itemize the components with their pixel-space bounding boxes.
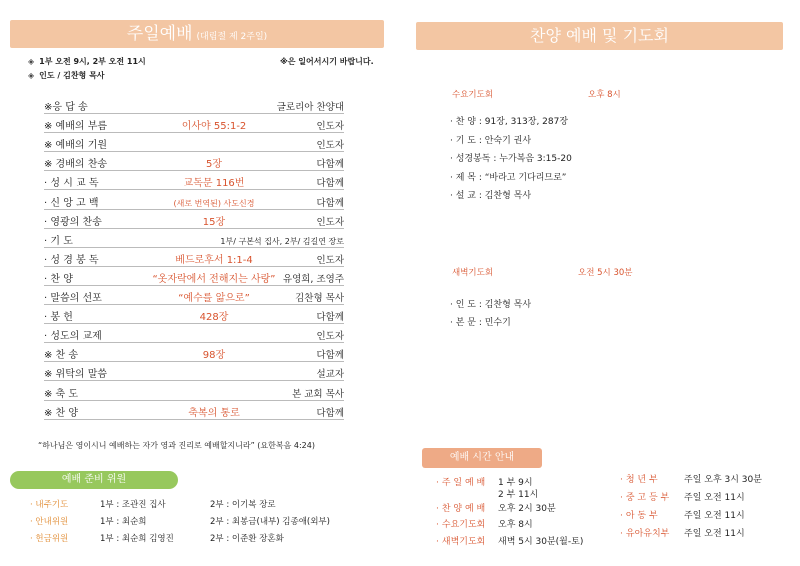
schedule-time: 1 부 9시 — [498, 478, 533, 488]
order-item-leader: 다함께 — [316, 312, 344, 324]
sunday-service-banner — [10, 20, 384, 48]
bullet-icon: · — [620, 511, 623, 521]
prep-first-service: 1부 : 조관진 집사 — [100, 500, 166, 510]
schedule-item — [620, 509, 790, 523]
order-row — [44, 329, 344, 345]
order-item-name: · 신 앙 고 백 — [44, 197, 99, 209]
schedule-name: 아 동 부 — [625, 511, 658, 521]
bullet-icon: · — [620, 529, 623, 539]
order-row — [44, 100, 344, 116]
schedule-item — [436, 488, 606, 502]
bullet-icon: · — [436, 520, 439, 530]
wednesday-detail-line: · 찬 양 : 91장, 313장, 287장 — [450, 117, 569, 127]
order-row-divider — [44, 151, 344, 152]
order-item-leader: 다함께 — [316, 159, 344, 171]
order-item-name: ※응 답 송 — [44, 102, 88, 113]
order-row — [44, 253, 344, 269]
sunday-service-subtitle: (대림절 제 2주일) — [196, 32, 268, 42]
order-item-name: · 성 경 봉 독 — [44, 254, 99, 266]
schedule-time: 주일 오전 11시 — [684, 511, 745, 521]
order-row-divider — [44, 380, 344, 381]
order-row-divider — [44, 247, 344, 248]
order-item-name: ※ 위탁의 말씀 — [44, 369, 108, 381]
service-times — [28, 56, 146, 67]
schedule-item — [436, 535, 606, 549]
prep-second-service: 2부 : 이준환 장혼화 — [210, 534, 284, 544]
order-row — [44, 348, 344, 364]
schedule-time: 오후 8시 — [498, 520, 533, 530]
order-row-divider — [44, 189, 344, 190]
order-row — [44, 176, 344, 192]
order-item-name: ※ 축 도 — [44, 388, 79, 400]
order-row — [44, 367, 344, 383]
scripture-verse: “하나님은 영이시니 예배하는 자가 영과 진리로 예배할지니라” (요한복음 4:24) — [38, 441, 315, 450]
schedule-name: 유아유치부 — [625, 529, 670, 539]
wednesday-detail-line: · 제 목 : “바라고 기다리므로” — [450, 172, 567, 183]
order-item-name: · 성도의 교제 — [44, 331, 102, 343]
schedule-name: 찬 양 예 배 — [441, 504, 486, 514]
order-item-leader: 다함께 — [316, 197, 344, 209]
prep-first-service: 1부 : 최순희 김영진 — [100, 534, 174, 544]
schedule-item — [620, 491, 790, 505]
schedule-item — [436, 502, 606, 516]
order-row-divider — [44, 361, 344, 362]
schedule-item — [436, 518, 606, 532]
bullet-icon: · — [436, 537, 439, 547]
dawn-prayer-time: 오전 5시 30분 — [578, 268, 633, 278]
order-item-content: 15장 — [202, 216, 226, 228]
sunday-service-title: 주일예배 — [126, 24, 193, 44]
order-item-name: ※ 경배의 찬송 — [44, 159, 108, 171]
order-row — [44, 119, 344, 135]
dawn-detail-line: · 본 문 : 민수기 — [450, 318, 511, 328]
order-row — [44, 310, 344, 326]
order-row-divider — [44, 209, 344, 210]
order-item-name: · 찬 양 — [44, 273, 73, 285]
standing-note: ※은 일어서시기 바랍니다. — [280, 57, 374, 66]
order-row — [44, 215, 344, 231]
order-row-divider — [44, 228, 344, 229]
order-item-name: · 영광의 찬송 — [44, 216, 102, 228]
bullet-icon: · — [620, 475, 623, 485]
order-row-divider — [44, 323, 344, 324]
order-item-name: ※ 예배의 부름 — [44, 121, 108, 133]
schedule-time: 오후 2시 30분 — [498, 504, 556, 514]
order-row-divider — [44, 113, 344, 114]
schedule-time: 주일 오전 11시 — [684, 529, 745, 539]
order-row — [44, 157, 344, 173]
order-item-name: · 말씀의 선포 — [44, 293, 102, 304]
order-item-content: 428장 — [199, 312, 229, 324]
order-row — [44, 272, 344, 288]
wednesday-detail-line: · 기 도 : 안숙기 권사 — [450, 135, 532, 146]
prep-role: · 헌금위원 — [30, 534, 69, 544]
order-row — [44, 406, 344, 422]
order-item-leader: 인도자 — [316, 121, 344, 133]
schedule-name: 주 일 예 배 — [441, 478, 486, 488]
order-item-leader: 김찬형 목사 — [295, 293, 344, 304]
diamond-icon: ◈ — [28, 71, 35, 80]
prep-first-service: 1부 : 최순희 — [100, 517, 147, 527]
order-item-content: “예수를 앎으로” — [178, 293, 250, 304]
order-row-divider — [44, 419, 344, 420]
service-times-text: 1부 오전 9시, 2부 오전 11시 — [39, 57, 146, 66]
wednesday-prayer-title: 수요기도회 — [452, 90, 494, 100]
order-row-divider — [44, 285, 344, 286]
wednesday-detail-line: · 설 교 : 김찬형 목사 — [450, 191, 532, 201]
order-row-divider — [44, 304, 344, 305]
order-item-name: ※ 찬 송 — [44, 350, 79, 362]
order-row-divider — [44, 400, 344, 401]
schedule-time: 2 부 11시 — [498, 490, 539, 500]
schedule-header: 예배 시간 안내 — [422, 448, 542, 468]
prep-role: · 내주기도 — [30, 500, 69, 510]
prep-row — [30, 531, 390, 547]
order-row — [44, 291, 344, 307]
bullet-icon: · — [436, 478, 439, 488]
order-item-name: · 성 시 교 독 — [44, 178, 99, 190]
order-item-leader: 본 교회 목사 — [292, 388, 344, 400]
wednesday-prayer-time: 오후 8시 — [588, 90, 621, 100]
order-item-content: 교독문 116번 — [183, 178, 245, 190]
order-item-content: 축복의 통로 — [188, 407, 240, 419]
bullet-icon: · — [436, 504, 439, 514]
schedule-time: 주일 오후 3시 30분 — [684, 475, 762, 485]
prep-second-service: 2부 : 최봉금(내부) 김종애(외부) — [210, 517, 330, 527]
diamond-icon: ◈ — [28, 57, 35, 66]
order-row-divider — [44, 132, 344, 133]
schedule-time: 주일 오전 11시 — [684, 493, 745, 503]
order-item-leader: 인도자 — [316, 140, 344, 152]
order-item-content: 98장 — [202, 350, 226, 362]
prep-committee-header: 예배 준비 위원 — [10, 471, 178, 489]
order-item-leader: 인도자 — [316, 331, 344, 343]
order-row-divider — [44, 170, 344, 171]
prep-row — [30, 497, 390, 513]
prep-role: · 안내위원 — [30, 517, 69, 527]
order-row — [44, 138, 344, 154]
order-item-name: · 봉 헌 — [44, 312, 73, 324]
prep-row — [30, 514, 390, 530]
schedule-item — [620, 527, 790, 541]
service-leader-text: 인도 / 김찬형 목사 — [39, 71, 105, 80]
order-item-content: (새로 번역된) 사도신경 — [173, 198, 255, 208]
service-leader — [28, 70, 105, 81]
order-item-content: 5장 — [205, 159, 223, 171]
order-item-leader: 다함께 — [316, 350, 344, 362]
praise-prayer-banner: 찬양 예배 및 기도회 — [416, 22, 783, 50]
schedule-item — [620, 473, 790, 487]
schedule-name: 수요기도회 — [441, 520, 486, 530]
schedule-name: 중 고 등 부 — [625, 493, 670, 503]
order-item-leader: 인도자 — [316, 254, 344, 266]
order-row-divider — [44, 266, 344, 267]
order-item-name: ※ 찬 양 — [44, 407, 79, 419]
order-item-content: “옷자락에서 전해지는 사랑” — [152, 273, 276, 285]
order-row — [44, 234, 344, 250]
prep-second-service: 2부 : 이기복 장로 — [210, 500, 276, 510]
order-item-leader: 1부/ 구본석 집사, 2부/ 김길연 장로 — [220, 236, 344, 246]
order-row — [44, 196, 344, 212]
order-item-leader: 다함께 — [316, 178, 344, 190]
order-row — [44, 387, 344, 403]
order-item-name: · 기 도 — [44, 235, 73, 247]
schedule-time: 새벽 5시 30분(월-토) — [498, 537, 584, 547]
order-item-content: 이사야 55:1-2 — [181, 121, 247, 133]
order-item-leader: 다함께 — [316, 407, 344, 419]
order-item-content: 베드로후서 1:1-4 — [175, 254, 253, 266]
order-row-divider — [44, 342, 344, 343]
schedule-name: 청 년 부 — [625, 475, 658, 485]
wednesday-detail-line: · 성경봉독 : 누가복음 3:15-20 — [450, 154, 572, 164]
bullet-icon: · — [620, 493, 623, 503]
schedule-name: 새벽기도회 — [441, 537, 486, 547]
dawn-prayer-title: 새벽기도회 — [452, 268, 494, 278]
order-item-name: ※ 예배의 기원 — [44, 140, 108, 152]
order-item-leader: 설교자 — [316, 369, 344, 381]
order-item-leader: 유영희, 조영주 — [282, 273, 344, 285]
order-item-leader: 인도자 — [316, 216, 344, 228]
dawn-detail-line: · 인 도 : 김찬형 목사 — [450, 300, 532, 310]
order-item-leader: 글로리아 찬양대 — [276, 102, 344, 113]
